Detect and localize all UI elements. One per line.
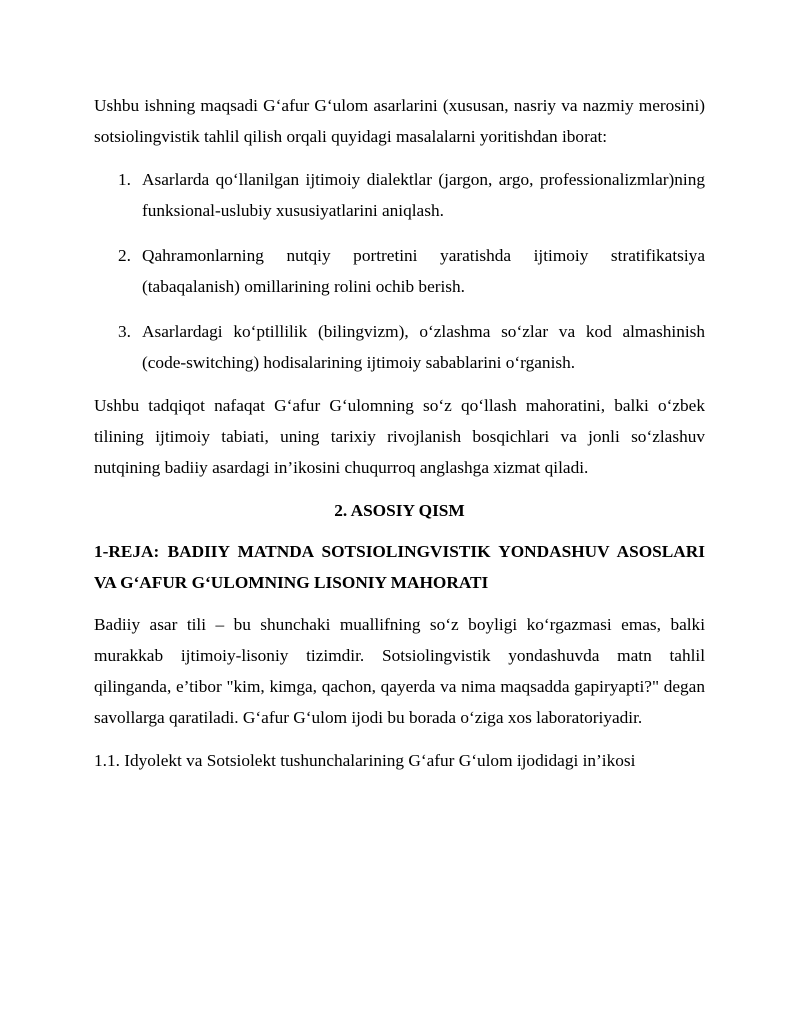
list-item [94,316,705,378]
document-page [94,90,705,776]
list-item-number: 3. [118,322,131,341]
intro-paragraph: Ushbu ishning maqsadi G‘afur G‘ulom asarlarini (xususan, nasriy va nazmiy merosini) sotsiolingvistik tahlil qilish orqali quyidagi masalalarni yoritishdan iborat: [94,96,705,146]
conclusion-paragraph: Ushbu tadqiqot nafaqat G‘afur G‘ulomning so‘z qo‘llash mahoratini, balki o‘zbek tilining ijtimoiy tabiati, uning tarixiy rivojlanish bosqichlari va jonli so‘zlashuv nutqining badiiy asardagi in’ikosini chuqurroq anglashga xizmat qiladi. [94,396,705,477]
list-item [94,240,705,302]
plan-title: 1-REJA: BADIIY MATNDA SOTSIOLINGVISTIK YONDASHUV ASOSLARI VA G‘AFUR G‘ULOMNING LISONIY MAHORATI [94,542,705,592]
body-paragraph: Badiiy asar tili – bu shunchaki muallifning so‘z boyligi ko‘rgazmasi emas, balki murakkab ijtimoiy-lisoniy tizimdir. Sotsiolingvistik yondashuvda matn tahlil qilinganda, e’tibor "kim, kimga, qachon, qayerda va nima maqsadda gapiryapti?" degan savollarga qaratiladi. G‘afur G‘ulom ijodi bu borada o‘ziga xos laboratoriyadir. [94,615,705,727]
list-item-text: Qahramonlarning nutqiy portretini yaratishda ijtimoiy stratifikatsiya (tabaqalanish) omillarining rolini ochib berish. [142,246,705,296]
section-title: 2. ASOSIY QISM [334,501,465,520]
subsection-title: 1.1. Idyolekt va Sotsiolekt tushunchalarining G‘afur G‘ulom ijodidagi in’ikosi [94,751,636,770]
list-item-number: 1. [118,170,131,189]
list-item [94,164,705,226]
list-item-text: Asarlardagi ko‘ptillilik (bilingvizm), o‘zlashma so‘zlar va kod almashinish (code-switching) hodisalarining ijtimoiy sabablarini o‘rganish. [142,322,705,372]
task-list [94,164,705,378]
list-item-number: 2. [118,246,131,265]
list-item-text: Asarlarda qo‘llanilgan ijtimoiy dialektlar (jargon, argo, professionalizmlar)ning funksional-uslubiy xususiyatlarini aniqlash. [142,170,705,220]
